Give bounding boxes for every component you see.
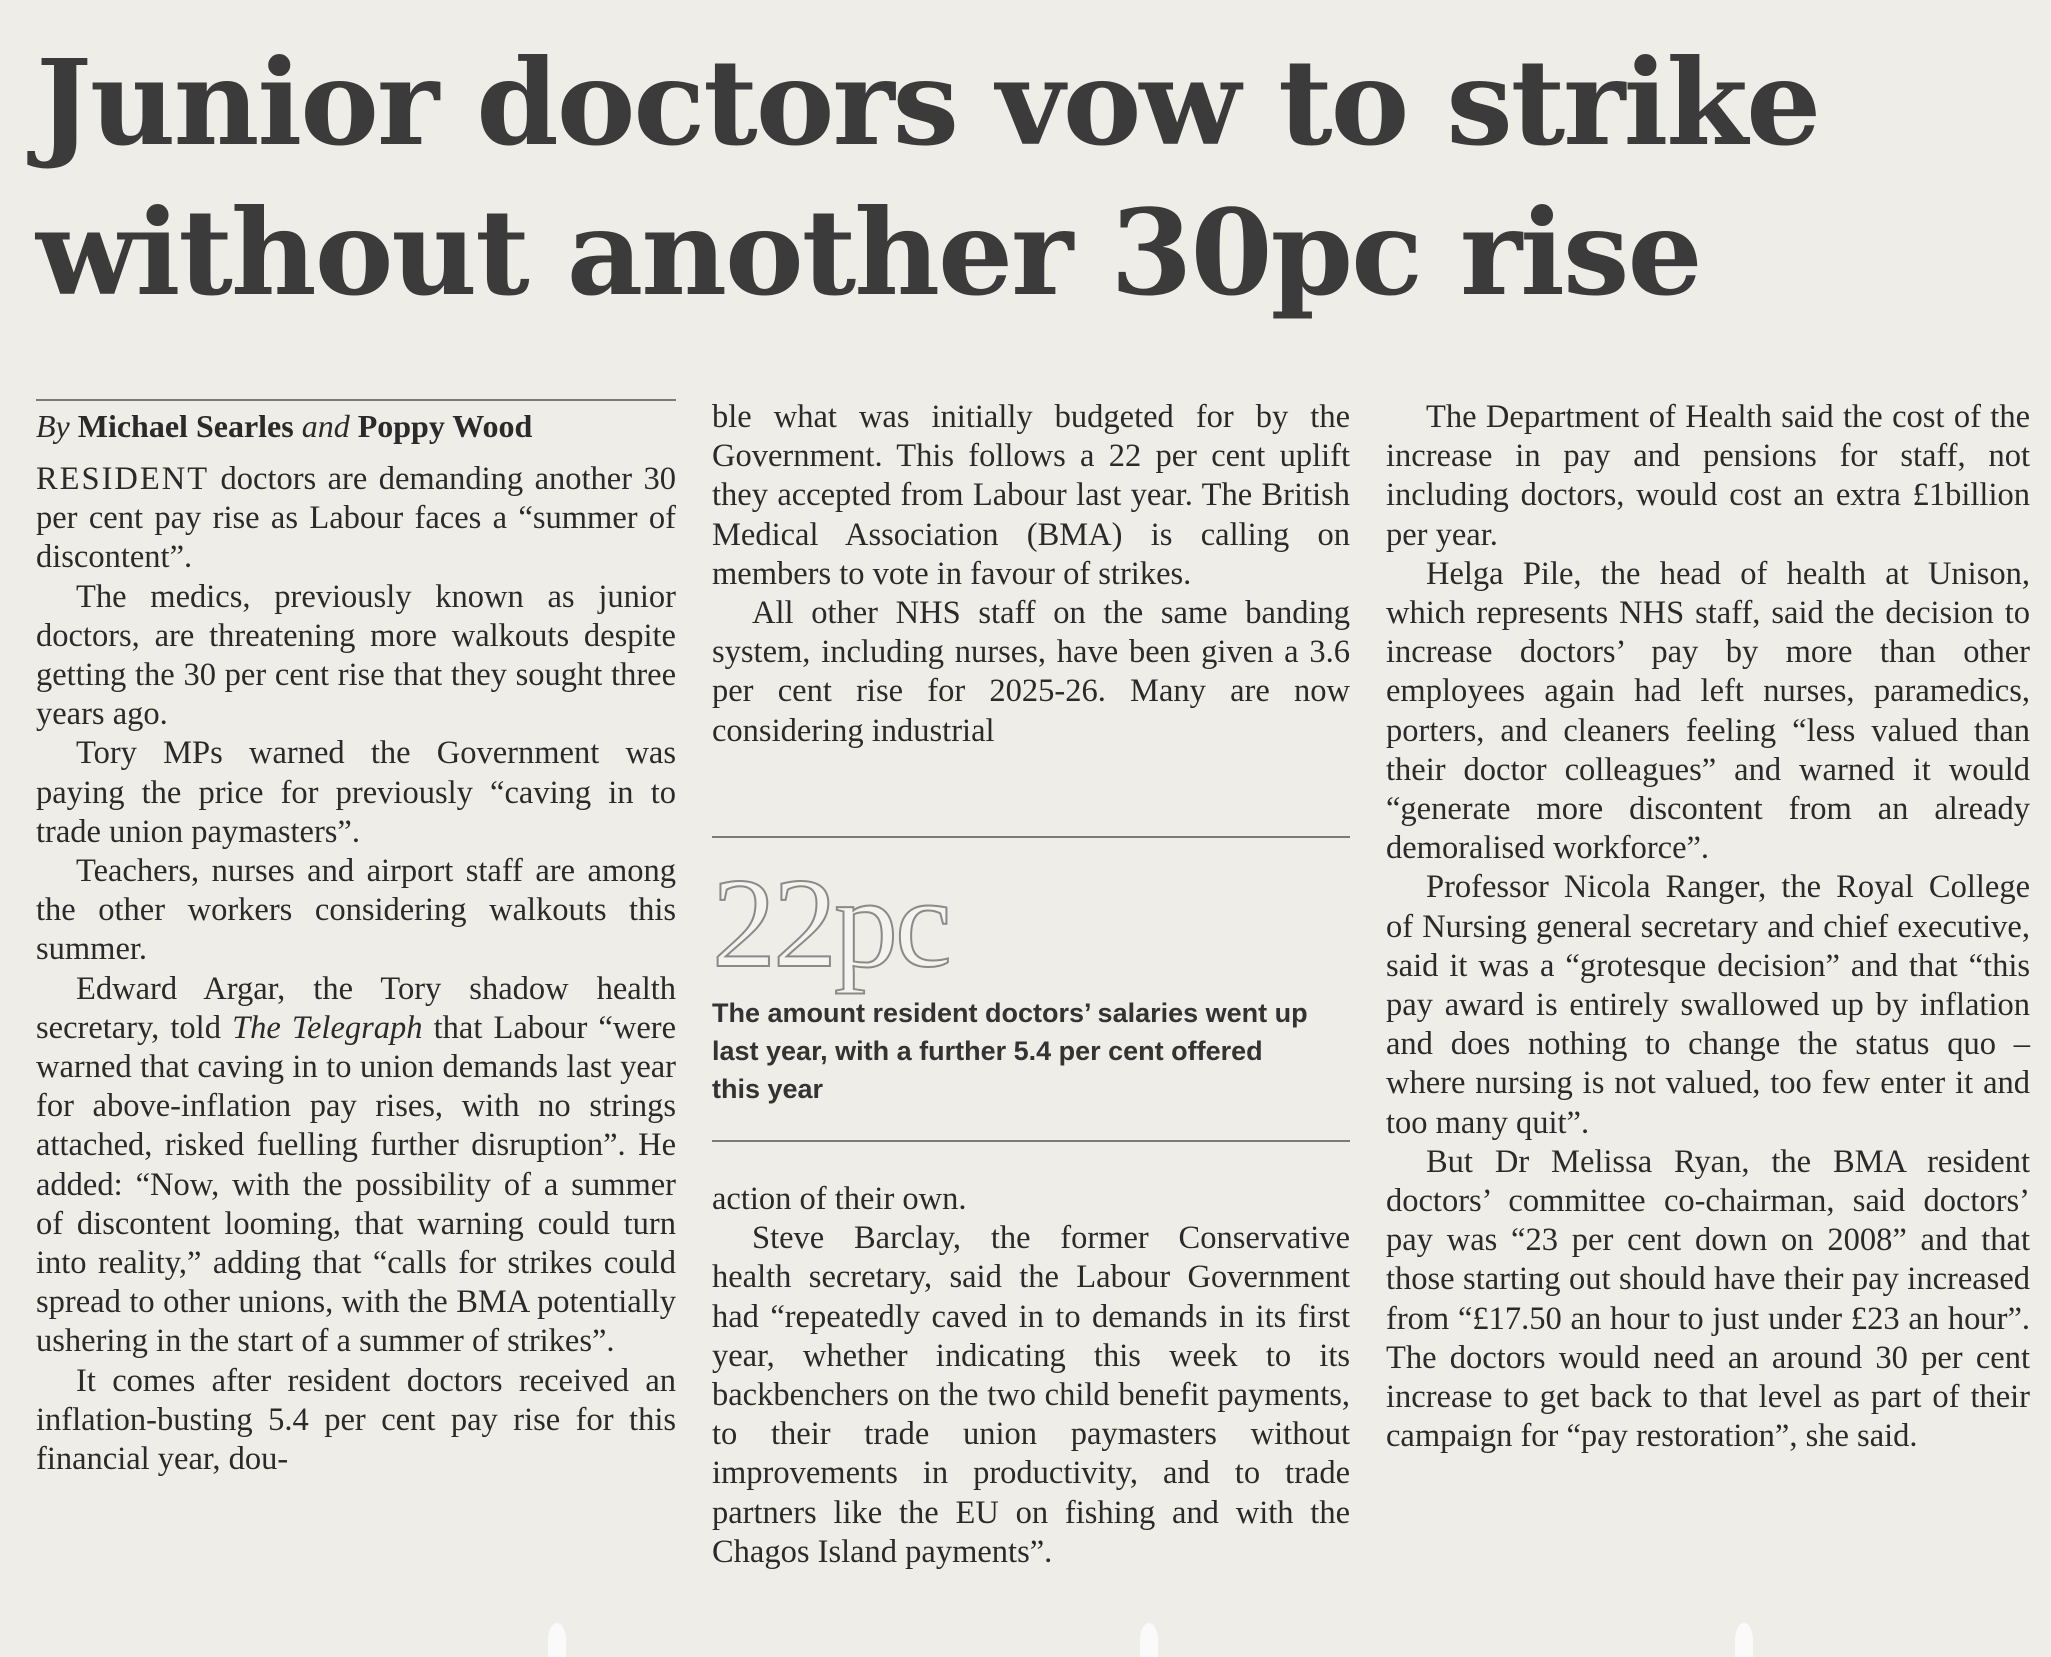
pull-quote-number: 22pc [712, 852, 949, 994]
article-column-2 [712, 398, 1350, 751]
paragraph: Teachers, nurses and airport staff are among the other workers considering walkouts this summer. [36, 853, 676, 968]
paragraph: Helga Pile, the head of health at Unison, which represents NHS staff, said the decision to increase doctors’ pay by more than other employees again had left nurses, paramedics, porters, and cleaners feeling “less valued than their doctor colleagues” and warned it would “generate more discontent from an already demoralised workforce”. [1386, 555, 2030, 867]
paragraph: The Department of Health said the cost of the increase in pay and pensions for staff, not including doctors, would cost an extra £1billion per year. [1386, 399, 2030, 553]
paragraph: Steve Barclay, the former Conservative health secretary, said the Labour Government had “repeatedly caved in to demands in its first year, whether indicating this week to its backbenchers on the two child benefit payments, to their trade union paymasters without improvements in productivity, and to trade partners like the EU on fishing and with the Chagos Island payments”. [712, 1220, 1350, 1570]
headline-line-1: Junior doctors vow to strike [36, 33, 1820, 172]
pull-quote [712, 836, 1350, 1142]
lead-paragraph [36, 460, 676, 578]
article-column-3 [1386, 398, 2030, 1456]
paragraph: All other NHS staff on the same banding system, including nurses, have been given a 3.6 per cent rise for 2025-26. Many are now considering industrial [712, 595, 1350, 749]
lead-rest: doctors are demanding another 30 per cent pay rise as Labour faces a “summer of discontent”. [36, 461, 676, 576]
paper-tear-mark [1735, 1623, 1753, 1657]
byline-author-1: Michael Searles [77, 408, 294, 444]
lead-caps: RESIDENT [36, 461, 210, 497]
paragraph-text: Edward Argar, the Tory shadow health secretary, told [36, 970, 676, 1046]
paragraph: Tory MPs warned the Government was paying the price for previously “caving in to trade union paymasters”. [36, 735, 676, 850]
paragraph: Professor Nicola Ranger, the Royal College of Nursing general secretary and chief executive, said it was a “grotesque decision” and that “this pay award is entirely swallowed up by inflation and does nothing to change the status quo – where nursing is not valued, too few enter it and too many quit”. [1386, 869, 2030, 1141]
pull-quote-caption: The amount resident doctors’ salaries went up last year, with a further 5.4 per cent offered this year [712, 998, 1308, 1104]
paragraph: It comes after resident doctors received an inflation-busting 5.4 per cent pay rise for this financial year, dou- [36, 1362, 676, 1478]
paper-tear-mark [1140, 1623, 1158, 1657]
paragraph [36, 970, 676, 1362]
paragraph: The medics, previously known as junior doctors, are threatening more walkouts despite getting the 30 per cent rise that they sought three years ago. [36, 578, 676, 733]
byline [36, 406, 676, 446]
paper-tear-mark [548, 1623, 566, 1657]
headline [36, 28, 2016, 328]
article-column-2-continued [712, 1180, 1350, 1572]
byline-and: and [301, 408, 350, 444]
article-column-1 [36, 398, 676, 1479]
byline-by: By [36, 408, 70, 444]
paragraph: action of their own. [712, 1181, 967, 1217]
paragraph: But Dr Melissa Ryan, the BMA resident doctors’ committee co-chairman, said doctors’ pay was “23 per cent down on 2008” and that those starting out should have their pay increased from “£17.50 an hour to just under £23 an hour”. The doctors would need an around 30 per cent increase to get back to that level as part of their campaign for “pay restoration”, she said. [1386, 1143, 2030, 1455]
publication-name: The Telegraph [232, 1009, 423, 1046]
headline-line-2: without another 30pc rise [36, 183, 1701, 322]
paragraph: ble what was initially budgeted for by the Government. This follows a 22 per cent uplift they accepted from Labour last year. The British Medical Association (BMA) is calling on members to vote in favour of strikes. [712, 399, 1350, 592]
byline-author-2: Poppy Wood [357, 408, 533, 444]
paragraph-text: that Labour “were warned that caving in to union demands last year for above-inflation pay rises, with no strings attached, risked fuelling further disruption”. He added: “Now, with the possibility of a summer of discontent looming, that warning could turn into reality,” adding that “calls for strikes could spread to other unions, with the BMA potentially ushering in the start of a summer of strikes”. [36, 1009, 677, 1360]
